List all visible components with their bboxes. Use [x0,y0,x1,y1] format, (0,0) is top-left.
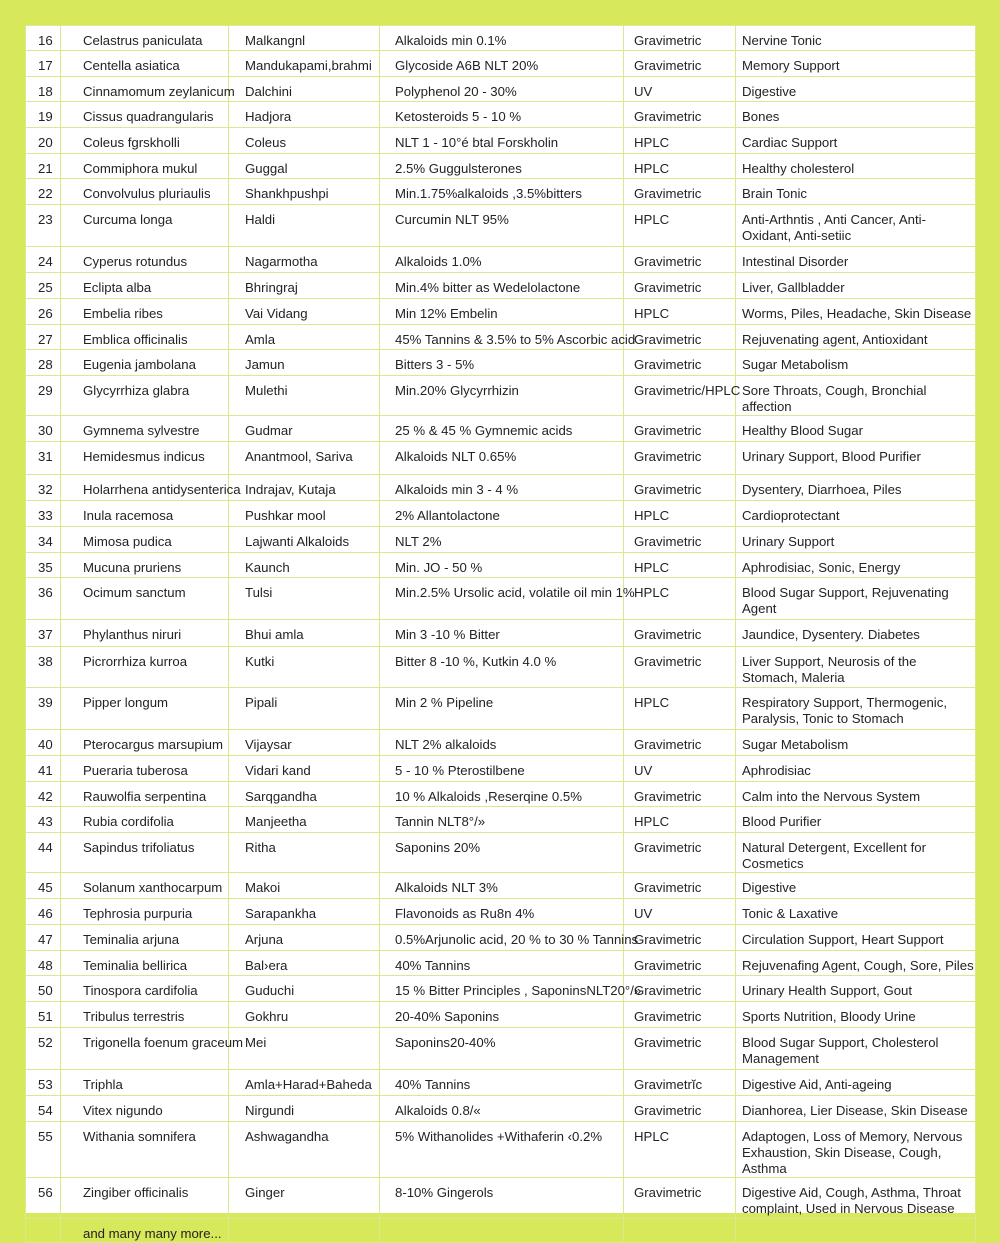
specification-cell: 8-10% Gingerols [380,1178,624,1219]
test-method-cell: Gravimetric [624,26,736,51]
application-cell: Sports Nutrition, Bloody Urine [736,1002,976,1028]
botanical-name-cell: Cinnamomum zeylanicum [61,77,229,102]
row-number-cell: 25 [26,273,61,299]
common-name-cell: Sarqgandha [229,782,380,807]
specification-cell: Min.20% Glycyrrhizin [380,376,624,416]
common-name-cell: Anantmool, Sariva [229,442,380,475]
table-row [26,1122,976,1178]
row-number-cell: 35 [26,553,61,578]
botanical-name-cell: Glycyrrhiza glabra [61,376,229,416]
table-row [26,578,976,620]
row-number-cell: 43 [26,807,61,833]
test-method-cell: Gravimetric [624,51,736,77]
table-row [26,1028,976,1070]
specification-cell: Polyphenol 20 - 30% [380,77,624,102]
row-number-cell: 44 [26,833,61,873]
specification-cell: Flavonoids as Ru8n 4% [380,899,624,925]
application-cell: Circulation Support, Heart Support [736,925,976,951]
test-method-cell: HPLC [624,205,736,247]
specification-cell: Alkaloids 1.0% [380,247,624,273]
row-number-cell: 51 [26,1002,61,1028]
botanical-name-cell: Teminalia bellirica [61,951,229,976]
botanical-name-cell: Celastrus paniculata [61,26,229,51]
common-name-cell: Ashwagandha [229,1122,380,1178]
application-cell: Dysentery, Diarrhoea, Piles [736,475,976,501]
application-cell: Aphrodisiac, Sonic, Energy [736,553,976,578]
common-name-cell: Mulethi [229,376,380,416]
specification-cell: Bitters 3 - 5% [380,350,624,376]
common-name-cell: Kutki [229,647,380,688]
common-name-cell: Tulsi [229,578,380,620]
common-name-cell: Jamun [229,350,380,376]
test-method-cell: HPLC [624,501,736,527]
application-cell: Urinary Support [736,527,976,553]
test-method-cell: Gravimetric [624,1002,736,1028]
test-method-cell: HPLC [624,578,736,620]
common-name-cell: Sarapankha [229,899,380,925]
common-name-cell: Gokhru [229,1002,380,1028]
row-number-cell: 55 [26,1122,61,1178]
botanical-name-cell: Cyperus rotundus [61,247,229,273]
common-name-cell: Nagarmotha [229,247,380,273]
common-name-cell: Pipali [229,688,380,730]
test-method-cell: HPLC [624,1122,736,1178]
botanical-name-cell: Coleus fgrskholli [61,128,229,154]
row-number-cell: 36 [26,578,61,620]
row-number-cell: 46 [26,899,61,925]
specification-cell: Min 12% Embelin [380,299,624,325]
common-name-cell: Bal›era [229,951,380,976]
specification-cell: 5% Withanolides +Withaferin ‹0.2% [380,1122,624,1178]
application-cell: Intestinal Disorder [736,247,976,273]
application-cell: Tonic & Laxative [736,899,976,925]
test-method-cell: HPLC [624,128,736,154]
test-method-cell: Gravimetric [624,475,736,501]
table-row [26,756,976,782]
specification-cell: Min. JO - 50 % [380,553,624,578]
test-method-cell: Gravimetric [624,527,736,553]
botanical-name-cell: Trigonella foenum graceum [61,1028,229,1070]
application-cell: Digestive Aid, Anti-ageing [736,1070,976,1096]
common-name-cell: Vijaysar [229,730,380,756]
test-method-cell: Gravimetric [624,179,736,205]
specification-cell: Min.2.5% Ursolic acid, volatile oil min 1% [380,578,624,620]
test-method-cell: Gravimetric [624,730,736,756]
specification-cell: Alkaloids min 3 - 4 % [380,475,624,501]
botanical-name-cell: Vitex nigundo [61,1096,229,1122]
table-row [26,102,976,128]
test-method-cell: Gravimetric [624,247,736,273]
test-method-cell: Gravimetric [624,951,736,976]
application-cell [736,1219,976,1243]
table-row [26,273,976,299]
application-cell: Anti-Arthntis , Anti Cancer, Anti- Oxidant, Anti-setiic [736,205,976,247]
specification-cell: 0.5%Arjunolic acid, 20 % to 30 % Tannins [380,925,624,951]
common-name-cell: Nirgundi [229,1096,380,1122]
table-row [26,527,976,553]
test-method-cell: Gravimetric [624,1178,736,1219]
botanical-name-cell: Cissus quadrangularis [61,102,229,128]
botanical-name-cell: Withania somnifera [61,1122,229,1178]
test-method-cell [624,1219,736,1243]
row-number-cell: 19 [26,102,61,128]
row-number-cell: 29 [26,376,61,416]
common-name-cell: Indrajav, Kutaja [229,475,380,501]
test-method-cell: HPLC [624,807,736,833]
row-number-cell: 20 [26,128,61,154]
test-method-cell: Gravimetric [624,273,736,299]
common-name-cell: Lajwanti Alkaloids [229,527,380,553]
application-cell: Aphrodisiac [736,756,976,782]
common-name-cell: Bhringraj [229,273,380,299]
test-method-cell: HPLC [624,688,736,730]
application-cell: Rejuvenafing Agent, Cough, Sore, Piles [736,951,976,976]
row-number-cell: 47 [26,925,61,951]
row-number-cell: 16 [26,26,61,51]
botanical-name-cell: Tribulus terrestris [61,1002,229,1028]
table-row [26,299,976,325]
table-row [26,77,976,102]
application-cell: Memory Support [736,51,976,77]
test-method-cell: HPLC [624,154,736,179]
test-method-cell: Gravimetrĭc [624,1070,736,1096]
specification-cell: NLT 1 - 10°é btal Forskholin [380,128,624,154]
botanical-name-cell: Pterocargus marsupium [61,730,229,756]
common-name-cell: Gudmar [229,416,380,442]
row-number-cell: 27 [26,325,61,350]
botanical-name-cell: Eugenia jambolana [61,350,229,376]
common-name-cell: Guggal [229,154,380,179]
application-cell: Respiratory Support, Thermogenic, Paralysis, Tonic to Stomach [736,688,976,730]
test-method-cell: Gravimetric [624,782,736,807]
common-name-cell: Ginger [229,1178,380,1219]
common-name-cell: Makoi [229,873,380,899]
test-method-cell: Gravimetric [624,873,736,899]
test-method-cell: Gravimetric [624,833,736,873]
table-row [26,1178,976,1219]
botanical-name-cell: Mucuna pruriens [61,553,229,578]
row-number-cell: 31 [26,442,61,475]
specification-cell: Min.1.75%alkaloids ,3.5%bitters [380,179,624,205]
specification-cell: Min 3 -10 % Bitter [380,620,624,647]
specification-cell: 2.5% Guggulsterones [380,154,624,179]
specification-cell: 2% Allantolactone [380,501,624,527]
table-row [26,128,976,154]
application-cell: Calm into the Nervous System [736,782,976,807]
table-row [26,154,976,179]
row-number-cell: 18 [26,77,61,102]
specification-cell: 20-40% Saponins [380,1002,624,1028]
table-row [26,1002,976,1028]
specification-cell: 40% Tannins [380,951,624,976]
table-row [26,26,976,51]
test-method-cell: UV [624,899,736,925]
botanical-name-cell: Solanum xanthocarpum [61,873,229,899]
table-row [26,442,976,475]
test-method-cell: Gravimetric [624,620,736,647]
specification-cell: 25 % & 45 % Gymnemic acids [380,416,624,442]
test-method-cell: Gravimetric [624,1028,736,1070]
table-row [26,416,976,442]
application-cell: Bones [736,102,976,128]
common-name-cell: Bhui amla [229,620,380,647]
row-number-cell: 50 [26,976,61,1002]
specification-cell: 5 - 10 % Pterostilbene [380,756,624,782]
row-number-cell: 22 [26,179,61,205]
application-cell: Natural Detergent, Excellent for Cosmetics [736,833,976,873]
common-name-cell: Manjeetha [229,807,380,833]
row-number-cell: 56 [26,1178,61,1219]
specification-cell: Ketosteroids 5 - 10 % [380,102,624,128]
row-number-cell: 53 [26,1070,61,1096]
botanical-name-cell: Eclipta alba [61,273,229,299]
row-number-cell: 26 [26,299,61,325]
specification-cell: Min 2 % Pipeline [380,688,624,730]
botanical-name-cell: Curcuma longa [61,205,229,247]
botanical-name-cell: Triphla [61,1070,229,1096]
test-method-cell: HPLC [624,553,736,578]
row-number-cell: 41 [26,756,61,782]
test-method-cell: Gravimetric [624,647,736,688]
application-cell: Brain Tonic [736,179,976,205]
table-row [26,951,976,976]
application-cell: Digestive Aid, Cough, Asthma, Throat complaint, Used in Nervous Disease [736,1178,976,1219]
row-number-cell: 23 [26,205,61,247]
table-row [26,782,976,807]
test-method-cell: Gravimetric [624,102,736,128]
application-cell: Cardiac Support [736,128,976,154]
application-cell: Dianhorea, Lier Disease, Skin Disease [736,1096,976,1122]
botanical-name-cell: Embelia ribes [61,299,229,325]
specification-cell: Bitter 8 -10 %, Kutkin 4.0 % [380,647,624,688]
table-row [26,688,976,730]
botanical-name-cell: Zingiber officinalis [61,1178,229,1219]
table-row [26,1070,976,1096]
table-row [26,475,976,501]
row-number-cell: 40 [26,730,61,756]
specification-cell: Saponins20-40% [380,1028,624,1070]
row-number-cell: 21 [26,154,61,179]
test-method-cell: Gravimetric [624,442,736,475]
test-method-cell: UV [624,756,736,782]
specification-cell: NLT 2% [380,527,624,553]
row-number-cell: 34 [26,527,61,553]
common-name-cell: Amla+Harad+Baheda [229,1070,380,1096]
row-number-cell: 38 [26,647,61,688]
application-cell: Urinary Support, Blood Purifier [736,442,976,475]
application-cell: Nervine Tonic [736,26,976,51]
row-number-cell: 48 [26,951,61,976]
specification-cell: Alkaloids 0.8/« [380,1096,624,1122]
table-row [26,873,976,899]
specification-cell: Glycoside A6B NLT 20% [380,51,624,77]
common-name-cell: Haldi [229,205,380,247]
application-cell: Adaptogen, Loss of Memory, Nervous Exhaustion, Skin Disease, Cough, Asthma [736,1122,976,1178]
application-cell: Jaundice, Dysentery. Diabetes [736,620,976,647]
row-number-cell: 28 [26,350,61,376]
specification-cell: Curcumin NLT 95% [380,205,624,247]
botanical-name-cell: Ocimum sanctum [61,578,229,620]
test-method-cell: Gravimetric [624,325,736,350]
common-name-cell: Shankhpushpi [229,179,380,205]
application-cell: Healthy Blood Sugar [736,416,976,442]
row-number-cell: 24 [26,247,61,273]
test-method-cell: Gravimetric [624,925,736,951]
table-row [26,501,976,527]
row-number-cell: 45 [26,873,61,899]
test-method-cell: Gravimetric/HPLC [624,376,736,416]
row-number-cell: 17 [26,51,61,77]
common-name-cell [229,1219,380,1243]
table-row [26,833,976,873]
specification-cell: 15 % Bitter Principles , SaponinsNLT20°/» [380,976,624,1002]
application-cell: Rejuvenating agent, Antioxidant [736,325,976,350]
application-cell: Urinary Health Support, Gout [736,976,976,1002]
botanical-name-cell: Tinospora cardifolia [61,976,229,1002]
botanical-name-cell: Hemidesmus indicus [61,442,229,475]
table-row [26,976,976,1002]
application-cell: Worms, Piles, Headache, Skin Disease [736,299,976,325]
common-name-cell: Coleus [229,128,380,154]
specification-cell: Alkaloids NLT 0.65% [380,442,624,475]
specification-cell: 10 % Alkaloids ,Reserqine 0.5% [380,782,624,807]
specification-cell: NLT 2% alkaloids [380,730,624,756]
table-row [26,51,976,77]
specification-cell: Alkaloids NLT 3% [380,873,624,899]
row-number-cell [26,1219,61,1243]
table-row [26,376,976,416]
table-row [26,899,976,925]
table-body [26,26,976,1243]
specification-cell: Min.4% bitter as Wedelolactone [380,273,624,299]
table-row [26,647,976,688]
application-cell: Liver, Gallbladder [736,273,976,299]
common-name-cell: Pushkar mool [229,501,380,527]
row-number-cell: 42 [26,782,61,807]
table-row [26,730,976,756]
table-row [26,1219,976,1243]
table-row [26,620,976,647]
row-number-cell: 54 [26,1096,61,1122]
test-method-cell: Gravimetric [624,416,736,442]
test-method-cell: Gravimetric [624,976,736,1002]
application-cell: Healthy cholesterol [736,154,976,179]
application-cell: Blood Sugar Support, Cholesterol Management [736,1028,976,1070]
common-name-cell: Kaunch [229,553,380,578]
common-name-cell: Amla [229,325,380,350]
application-cell: Digestive [736,873,976,899]
common-name-cell: Mei [229,1028,380,1070]
table-row [26,925,976,951]
botanical-name-cell: Holarrhena antidysenterica [61,475,229,501]
common-name-cell: Vidari kand [229,756,380,782]
application-cell: Digestive [736,77,976,102]
botanical-name-cell: Mimosa pudica [61,527,229,553]
common-name-cell: Arjuna [229,925,380,951]
specification-cell: Alkaloids min 0.1% [380,26,624,51]
table-row [26,179,976,205]
table-row [26,807,976,833]
row-number-cell: 33 [26,501,61,527]
specification-cell: 45% Tannins & 3.5% to 5% Ascorbic acid [380,325,624,350]
application-cell: Sore Throats, Cough, Bronchial affection [736,376,976,416]
botanical-name-cell: Picrorrhiza kurroa [61,647,229,688]
botanical-name-cell: Pipper longum [61,688,229,730]
row-number-cell: 32 [26,475,61,501]
botanical-name-cell: Phylanthus niruri [61,620,229,647]
specification-cell: 40% Tannins [380,1070,624,1096]
common-name-cell: Ritha [229,833,380,873]
application-cell: Sugar Metabolism [736,730,976,756]
table-row [26,205,976,247]
common-name-cell: Mandukapami,brahmi [229,51,380,77]
specification-cell [380,1219,624,1243]
test-method-cell: HPLC [624,299,736,325]
test-method-cell: Gravimetric [624,350,736,376]
table-row [26,350,976,376]
common-name-cell: Hadjora [229,102,380,128]
botanical-name-cell: Emblica officinalis [61,325,229,350]
botanical-name-cell: Rubia cordifolia [61,807,229,833]
row-number-cell: 52 [26,1028,61,1070]
table-row [26,1096,976,1122]
common-name-cell: Guduchi [229,976,380,1002]
table-row [26,553,976,578]
common-name-cell: Dalchini [229,77,380,102]
botanical-name-cell: Pueraria tuberosa [61,756,229,782]
specification-cell: Saponins 20% [380,833,624,873]
table-row [26,325,976,350]
botanical-name-cell: Rauwolfia serpentina [61,782,229,807]
botanical-name-cell: Teminalia arjuna [61,925,229,951]
botanical-name-cell: Convolvulus pluriaulis [61,179,229,205]
application-cell: Liver Support, Neurosis of the Stomach, Maleria [736,647,976,688]
common-name-cell: Malkangnl [229,26,380,51]
botanical-name-cell: Sapindus trifoliatus [61,833,229,873]
test-method-cell: Gravimetric [624,1096,736,1122]
specification-cell: Tannin NLT8°/» [380,807,624,833]
row-number-cell: 39 [26,688,61,730]
application-cell: Cardioprotectant [736,501,976,527]
table-row [26,247,976,273]
herb-extract-table [25,25,976,1243]
botanical-name-cell: Inula racemosa [61,501,229,527]
application-cell: Sugar Metabolism [736,350,976,376]
botanical-name-cell: and many many more... [61,1219,229,1243]
botanical-name-cell: Commiphora mukul [61,154,229,179]
botanical-name-cell: Gymnema sylvestre [61,416,229,442]
row-number-cell: 37 [26,620,61,647]
application-cell: Blood Sugar Support, Rejuvenating Agent [736,578,976,620]
common-name-cell: Vai Vidang [229,299,380,325]
botanical-name-cell: Centella asiatica [61,51,229,77]
product-sheet [25,25,975,1241]
application-cell: Blood Purifier [736,807,976,833]
test-method-cell: UV [624,77,736,102]
row-number-cell: 30 [26,416,61,442]
botanical-name-cell: Tephrosia purpuria [61,899,229,925]
